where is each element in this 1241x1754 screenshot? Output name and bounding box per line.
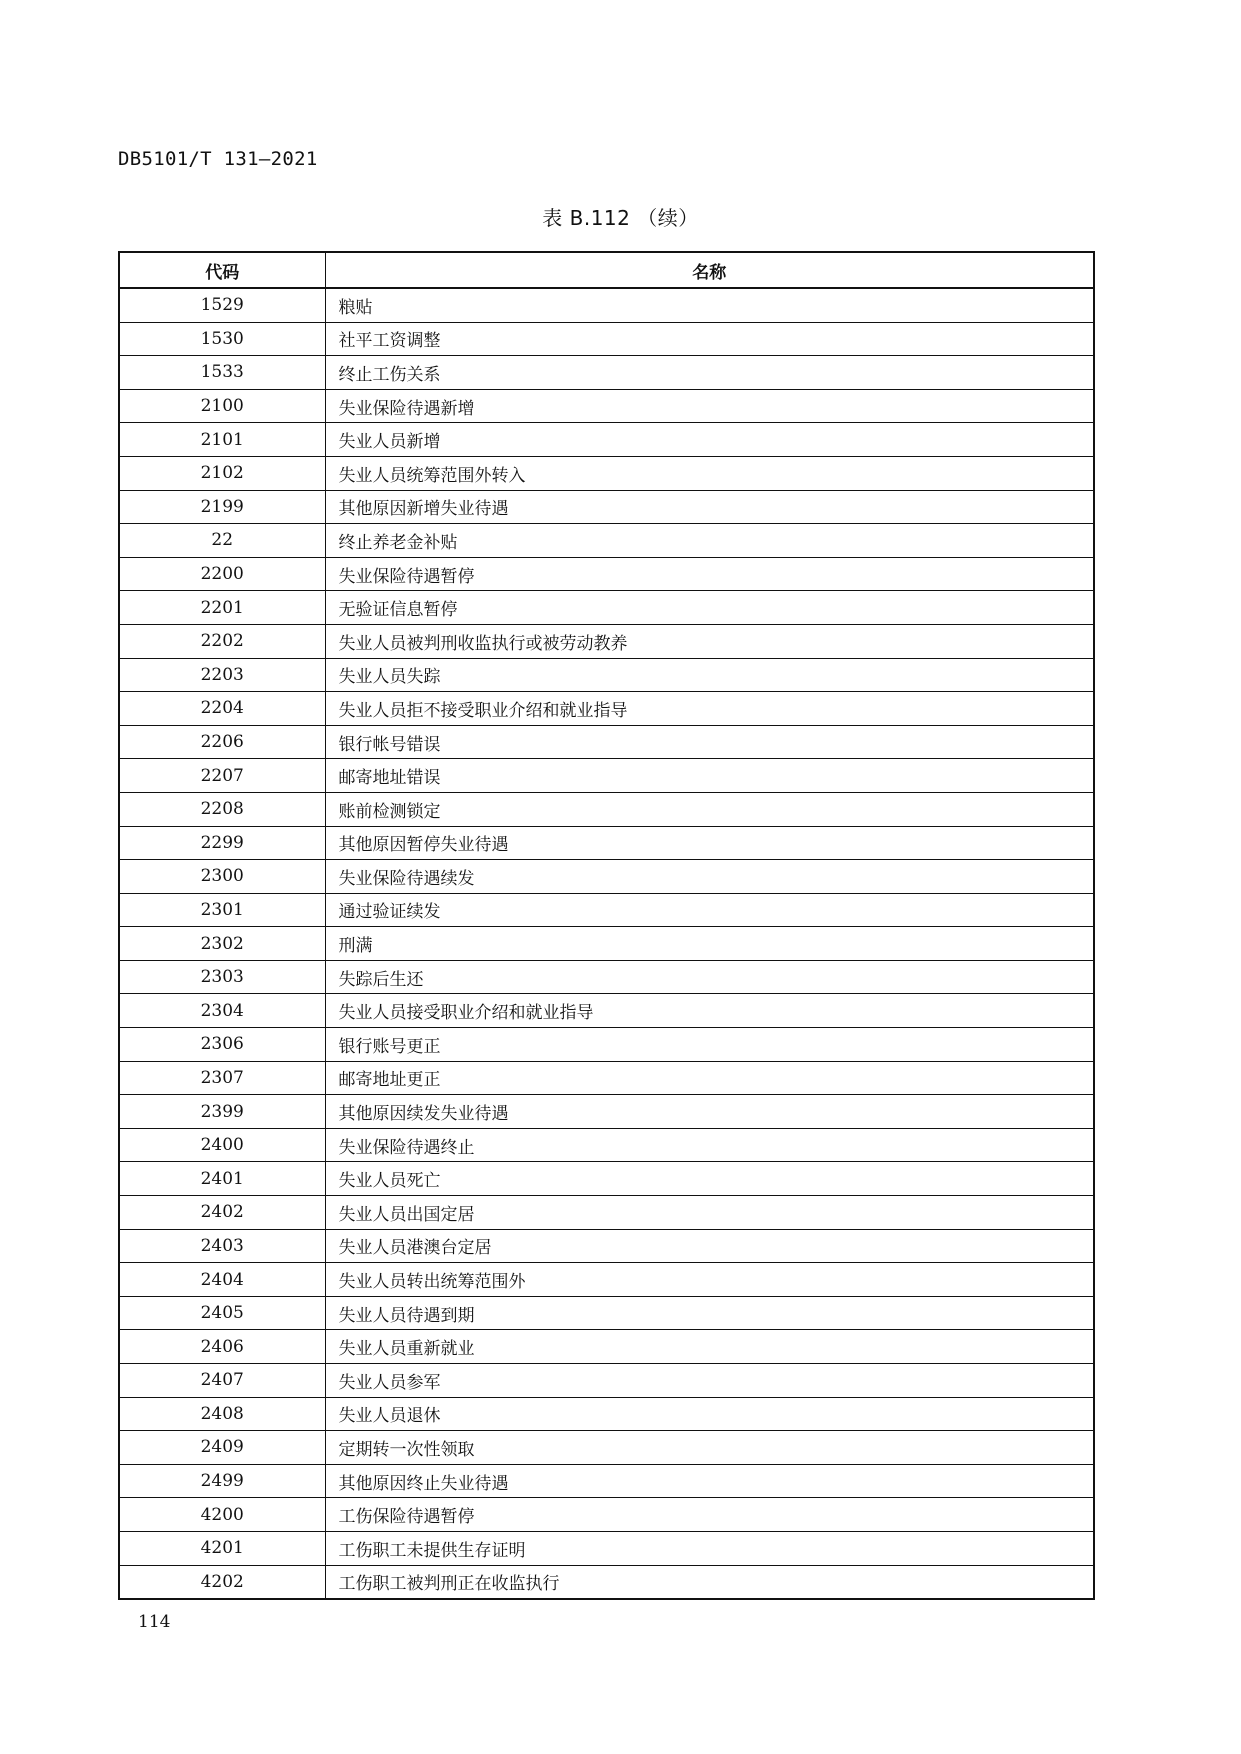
row-code: 2200 xyxy=(119,557,325,591)
table-row xyxy=(119,524,1094,558)
table-row xyxy=(119,288,1094,322)
row-code: 2203 xyxy=(119,658,325,692)
table-row xyxy=(119,456,1094,490)
row-name: 工伤保险待遇暂停 xyxy=(325,1498,1094,1532)
row-name: 其他原因续发失业待遇 xyxy=(325,1095,1094,1129)
table-row xyxy=(119,1162,1094,1196)
column-header-code: 代码 xyxy=(119,252,325,288)
table-row xyxy=(119,1196,1094,1230)
column-header-name: 名称 xyxy=(325,252,1094,288)
table-row xyxy=(119,960,1094,994)
table-row xyxy=(119,557,1094,591)
row-name: 邮寄地址错误 xyxy=(325,759,1094,793)
row-name: 账前检测锁定 xyxy=(325,792,1094,826)
row-code: 1533 xyxy=(119,356,325,390)
row-name: 无验证信息暂停 xyxy=(325,591,1094,625)
row-name: 工伤职工被判刑正在收监执行 xyxy=(325,1565,1094,1599)
table-row xyxy=(119,1364,1094,1398)
table-row xyxy=(119,1061,1094,1095)
table-row xyxy=(119,1464,1094,1498)
row-code: 2402 xyxy=(119,1196,325,1230)
row-name: 粮贴 xyxy=(338,297,373,318)
row-code: 2299 xyxy=(119,826,325,860)
table-row xyxy=(119,1565,1094,1599)
row-name: 其他原因新增失业待遇 xyxy=(325,490,1094,524)
row-name: 工伤职工未提供生存证明 xyxy=(325,1531,1094,1565)
table-row xyxy=(119,893,1094,927)
row-name: 失业人员重新就业 xyxy=(325,1330,1094,1364)
row-name: 失业人员统筹范围外转入 xyxy=(325,456,1094,490)
table-row xyxy=(119,389,1094,423)
page-number: 114 xyxy=(138,1612,171,1632)
row-code: 2405 xyxy=(119,1296,325,1330)
table-body xyxy=(119,288,1094,1599)
row-code: 2400 xyxy=(119,1128,325,1162)
row-code: 4202 xyxy=(119,1565,325,1599)
code-table xyxy=(118,251,1095,1600)
row-code: 4201 xyxy=(119,1531,325,1565)
row-name: 失业保险待遇续发 xyxy=(325,860,1094,894)
row-name: 失业人员转出统筹范围外 xyxy=(325,1263,1094,1297)
table-row xyxy=(119,356,1094,390)
table-row xyxy=(119,927,1094,961)
row-code: 2306 xyxy=(119,1028,325,1062)
row-name: 失业人员出国定居 xyxy=(325,1196,1094,1230)
table-row xyxy=(119,1397,1094,1431)
row-code: 2403 xyxy=(119,1229,325,1263)
table-row xyxy=(119,1330,1094,1364)
row-code: 2201 xyxy=(119,591,325,625)
table-row xyxy=(119,322,1094,356)
row-code: 2204 xyxy=(119,692,325,726)
row-name: 失业保险待遇终止 xyxy=(325,1128,1094,1162)
table-row xyxy=(119,1498,1094,1532)
row-name: 失业人员接受职业介绍和就业指导 xyxy=(325,994,1094,1028)
row-code: 2206 xyxy=(119,725,325,759)
table-row xyxy=(119,1531,1094,1565)
row-code: 2399 xyxy=(119,1095,325,1129)
row-name: 失业人员失踪 xyxy=(325,658,1094,692)
table-row xyxy=(119,591,1094,625)
row-name: 定期转一次性领取 xyxy=(325,1431,1094,1465)
row-code: 2302 xyxy=(119,927,325,961)
row-name: 失业保险待遇新增 xyxy=(325,389,1094,423)
row-code: 4200 xyxy=(119,1498,325,1532)
row-name: 失业人员参军 xyxy=(325,1364,1094,1398)
row-name: 社平工资调整 xyxy=(325,322,1094,356)
table-row xyxy=(119,1229,1094,1263)
row-code: 2401 xyxy=(119,1162,325,1196)
row-name: 银行账号更正 xyxy=(325,1028,1094,1062)
row-name: 失踪后生还 xyxy=(325,960,1094,994)
row-name: 失业人员港澳台定居 xyxy=(325,1229,1094,1263)
table-row xyxy=(119,624,1094,658)
table-header-row xyxy=(119,252,1094,288)
row-name: 终止养老金补贴 xyxy=(325,524,1094,558)
row-name: 失业人员待遇到期 xyxy=(325,1296,1094,1330)
row-name: 失业人员被判刑收监执行或被劳动教养 xyxy=(325,624,1094,658)
row-code: 2408 xyxy=(119,1397,325,1431)
table-row xyxy=(119,1263,1094,1297)
table-row xyxy=(119,692,1094,726)
row-name: 邮寄地址更正 xyxy=(325,1061,1094,1095)
table-row xyxy=(119,1296,1094,1330)
row-name: 失业人员新增 xyxy=(325,423,1094,457)
row-name: 刑满 xyxy=(325,927,1094,961)
table-row xyxy=(119,1431,1094,1465)
table-row xyxy=(119,792,1094,826)
row-code: 1529 xyxy=(119,288,325,322)
row-name: 银行帐号错误 xyxy=(325,725,1094,759)
row-code: 2208 xyxy=(119,792,325,826)
row-code: 2304 xyxy=(119,994,325,1028)
table-row xyxy=(119,759,1094,793)
row-code: 2301 xyxy=(119,893,325,927)
row-code: 2300 xyxy=(119,860,325,894)
row-name: 失业人员死亡 xyxy=(325,1162,1094,1196)
table-row xyxy=(119,658,1094,692)
row-code: 2100 xyxy=(119,389,325,423)
row-code: 2307 xyxy=(119,1061,325,1095)
row-code: 2406 xyxy=(119,1330,325,1364)
row-code: 2404 xyxy=(119,1263,325,1297)
table-row xyxy=(119,490,1094,524)
row-code: 22 xyxy=(119,524,325,558)
document-id: DB5101/T 131—2021 xyxy=(118,148,318,170)
row-code: 2207 xyxy=(119,759,325,793)
table-row xyxy=(119,1028,1094,1062)
row-name: 其他原因暂停失业待遇 xyxy=(325,826,1094,860)
row-code: 2101 xyxy=(119,423,325,457)
row-code: 2102 xyxy=(119,456,325,490)
row-name: 其他原因终止失业待遇 xyxy=(325,1464,1094,1498)
row-code: 2303 xyxy=(119,960,325,994)
row-name: 终止工伤关系 xyxy=(325,356,1094,390)
row-name: 失业人员拒不接受职业介绍和就业指导 xyxy=(325,692,1094,726)
table-row xyxy=(119,423,1094,457)
row-code: 2409 xyxy=(119,1431,325,1465)
table-row xyxy=(119,1128,1094,1162)
table-row xyxy=(119,994,1094,1028)
table-row xyxy=(119,826,1094,860)
row-code: 2199 xyxy=(119,490,325,524)
row-code: 2407 xyxy=(119,1364,325,1398)
table-title: 表 B.112 （续） xyxy=(542,206,699,230)
row-name: 失业人员退休 xyxy=(325,1397,1094,1431)
row-code: 2499 xyxy=(119,1464,325,1498)
row-code: 1530 xyxy=(119,322,325,356)
table-row xyxy=(119,860,1094,894)
row-name: 通过验证续发 xyxy=(325,893,1094,927)
table-row xyxy=(119,725,1094,759)
table-row xyxy=(119,1095,1094,1129)
row-name: 失业保险待遇暂停 xyxy=(325,557,1094,591)
row-code: 2202 xyxy=(119,624,325,658)
